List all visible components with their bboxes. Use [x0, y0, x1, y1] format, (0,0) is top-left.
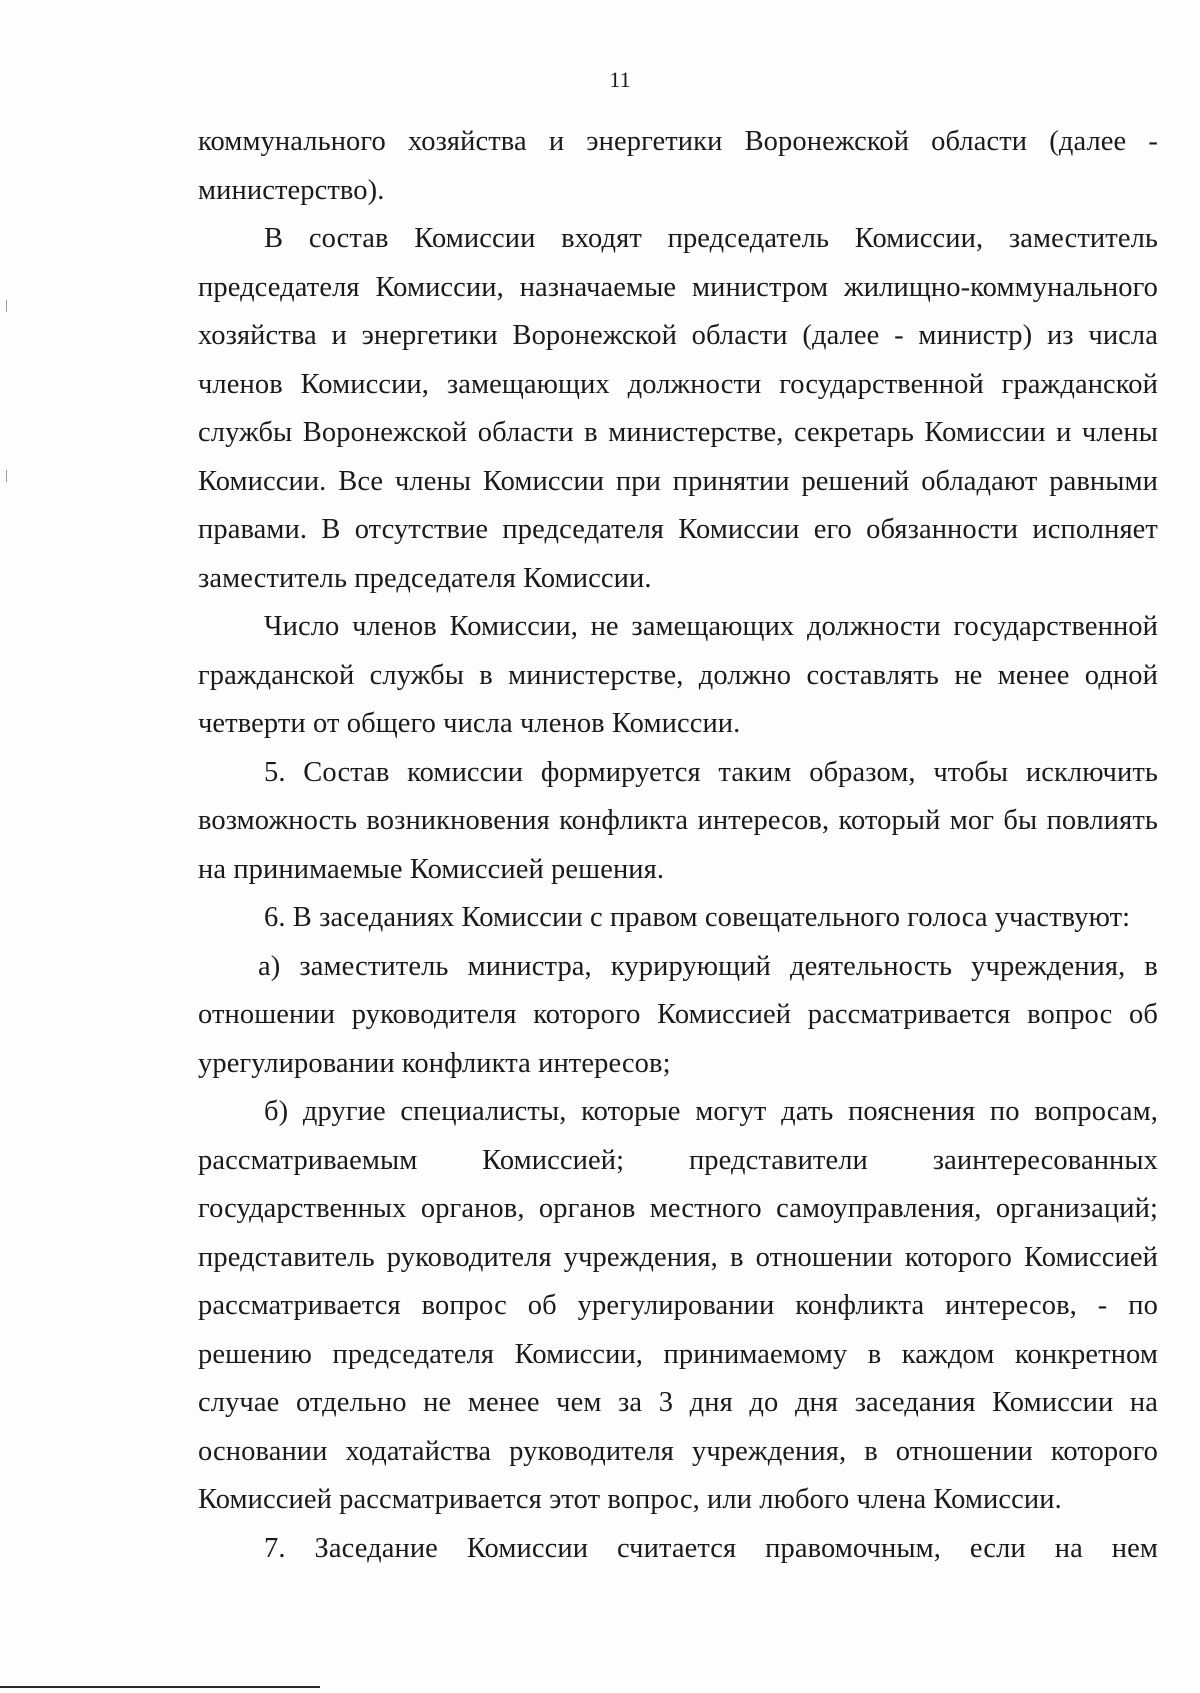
paragraph-commission-composition: В состав Комиссии входят председатель Комиссии, заместитель председателя Комиссии, назначаемые министром жилищно-коммунального хозяйства и энергетики Воронежской области (далее - министр) из числа членов Комиссии, замещающих должности государственной гражданской службы Воронежской области в министерстве, секретарь Комиссии и члены Комиссии. Все члены Комиссии при принятии решений обладают равными правами. В отсутствие председателя Комиссии его обязанности исполняет заместитель председателя Комиссии.	[198, 223, 1158, 594]
scan-margin-mark	[6, 300, 7, 312]
paragraph-item-6: 6. В заседаниях Комиссии с правом совещательного голоса участвуют:	[264, 902, 1131, 933]
paragraph-item-7: 7. Заседание Комиссии считается правомочным, если на нем	[264, 1532, 1158, 1564]
paragraph-continuation: коммунального хозяйства и энергетики Воронежской области (далее - министерство).	[198, 126, 1158, 206]
paragraph-item-6a: а) заместитель министра, курирующий деятельность учреждения, в отношении руководителя которого Комиссией рассматривается вопрос об урегулировании конфликта интересов;	[198, 950, 1158, 1079]
scan-margin-mark	[6, 470, 7, 482]
paragraph-item-6b: б) другие специалисты, которые могут дать пояснения по вопросам, рассматриваемым Комиссией; представители заинтересованных государственных органов, органов местного самоуправления, организаций; представитель руководителя учреждения, в отношении которого Комиссией рассматривается вопрос об урегулировании конфликта интересов, - по решению председателя Комиссии, принимаемому в каждом конкретном случае отдельно не менее чем за 3 дня до дня заседания Комиссии на основании ходатайства руководителя учреждения, в отношении которого Комиссией рассматривается этот вопрос, или любого члена Комиссии.	[198, 1096, 1158, 1515]
document-body	[198, 118, 1158, 1573]
page-number: 11	[609, 67, 631, 92]
footer-rule	[0, 1686, 320, 1688]
paragraph-members-quarter: Число членов Комиссии, не замещающих должности государственной гражданской службы в министерстве, должно составлять не менее одной четверти от общего числа членов Комиссии.	[198, 611, 1158, 739]
paragraph-item-5: 5. Состав комиссии формируется таким образом, чтобы исключить возможность возникновения конфликта интересов, который мог бы повлиять на принимаемые Комиссией решения.	[198, 756, 1158, 885]
